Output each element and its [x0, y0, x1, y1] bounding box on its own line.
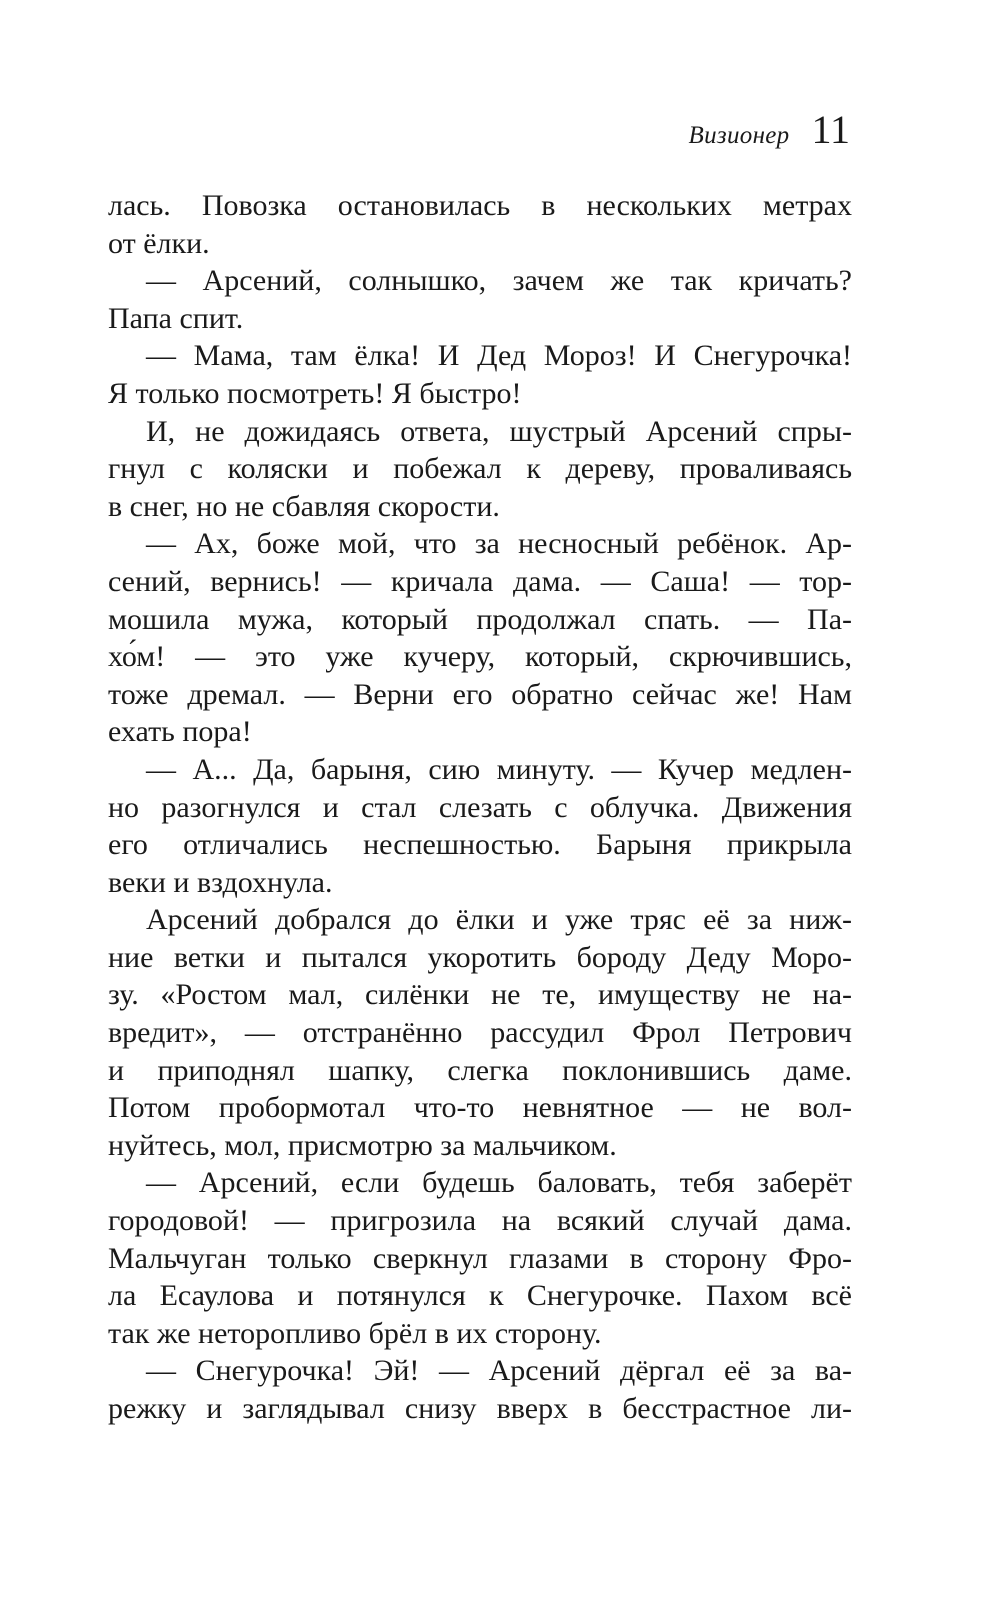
- text-line: веки и вздохнула.: [108, 865, 333, 899]
- text-line: Я только посмотреть! Я быстро!: [108, 376, 522, 410]
- text-line: хо́м! — это уже кучеру, который, скрючившись,: [108, 640, 852, 674]
- page-number: 11: [811, 107, 850, 152]
- text-line: лась. Повозка остановилась в нескольких метрах: [108, 189, 852, 222]
- text-line: — Мама, там ёлка! И Дед Мороз! И Снегурочка!: [146, 339, 852, 373]
- text-line: ехать пора!: [108, 715, 252, 749]
- text-line: зу. «Ростом мал, силёнки не те, имуществу не на-: [108, 978, 852, 1012]
- text-line: и приподнял шапку, слегка поклонившись даме.: [108, 1053, 852, 1087]
- text-line: но разогнулся и стал слезать с облучка. Движения: [108, 790, 852, 824]
- text-line: — Снегурочка! Эй! — Арсений дёргал её за ва-: [146, 1354, 852, 1388]
- text-line: городовой! — пригрозила на всякий случай дама.: [108, 1204, 852, 1238]
- text-line: — А... Да, барыня, сию минуту. — Кучер медлен-: [146, 752, 852, 786]
- text-line: Потом пробормотал что-то невнятное — не вол-: [108, 1091, 852, 1125]
- text-line: от ёлки.: [108, 226, 210, 260]
- text-line: режку и заглядывал снизу вверх в бесстрастное ли-: [108, 1392, 852, 1425]
- text-line: сений, вернись! — кричала дама. — Саша! — тор-: [108, 564, 852, 598]
- running-title: Визионер: [688, 122, 790, 149]
- text-line: Арсений добрался до ёлки и уже тряс её за ниж-: [146, 903, 852, 937]
- text-line: ла Есаулова и потянулся к Снегурочке. Пахом всё: [108, 1279, 852, 1313]
- text-line: — Арсений, если будешь баловать, тебя заберёт: [146, 1166, 852, 1200]
- body-text: [108, 187, 852, 1428]
- text-line: Папа спит.: [108, 301, 244, 335]
- text-line: тоже дремал. — Верни его обратно сейчас же! Нам: [108, 677, 852, 711]
- text-line: нуйтесь, мол, присмотрю за мальчиком.: [108, 1128, 617, 1162]
- text-line: ние ветки и пытался укоротить бороду Деду Моро-: [108, 940, 852, 974]
- text-line: мошила мужа, который продолжал спать. — Па-: [108, 602, 852, 636]
- text-line: Мальчуган только сверкнул глазами в сторону Фро-: [108, 1241, 852, 1275]
- text-line: — Арсений, солнышко, зачем же так кричать?: [146, 264, 852, 298]
- running-head: [688, 107, 850, 152]
- text-line: вредит», — отстранённо рассудил Фрол Петрович: [108, 1016, 852, 1050]
- text-line: его отличались неспешностью. Барыня прикрыла: [108, 828, 852, 862]
- text-line: — Ах, боже мой, что за несносный ребёнок. Ар-: [146, 527, 852, 561]
- text-line: в снег, но не сбавляя скорости.: [108, 489, 500, 523]
- text-line: И, не дожидаясь ответа, шустрый Арсений спры-: [146, 414, 852, 448]
- text-line: гнул с коляски и побежал к дереву, проваливаясь: [108, 452, 852, 486]
- text-line: так же неторопливо брёл в их сторону.: [108, 1316, 602, 1350]
